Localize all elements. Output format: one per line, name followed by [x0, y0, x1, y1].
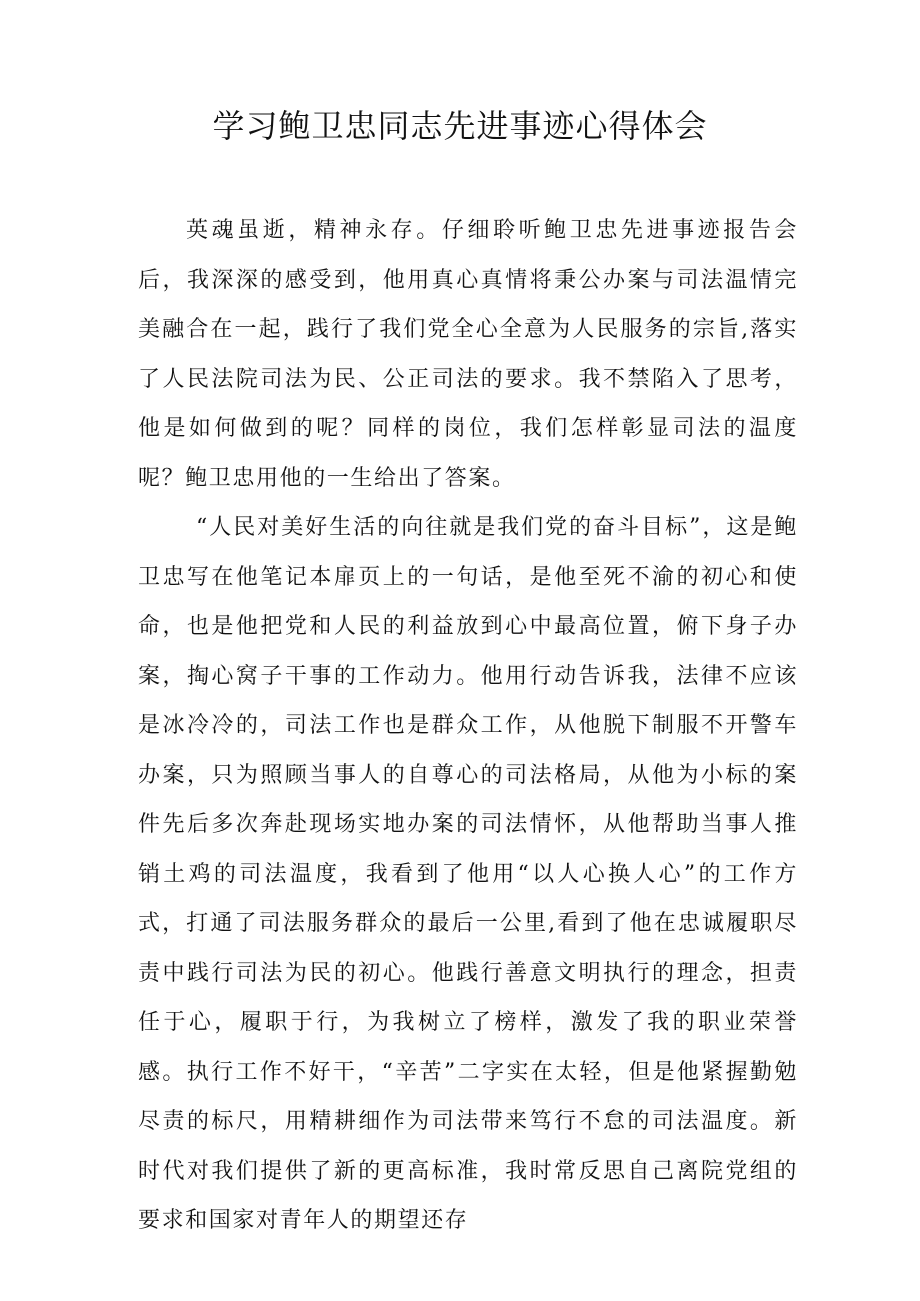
paragraph-2: “人民对美好生活的向往就是我们党的奋斗目标”，这是鲍卫忠写在他笔记本扉页上的一句话，是他至死不渝的初心和使命，也是他把党和人民的利益放到心中最高位置，俯下身子办案，掏心窝子干事的工作动力。他用行动告诉我，法律不应该是冰冷冷的，司法工作也是群众工作，从他脱下制服不开警车办案，只为照顾当事人的自尊心的司法格局，从他为小标的案件先后多次奔赴现场实地办案的司法情怀，从他帮助当事人推销土鸡的司法温度，我看到了他用“以人心换人心”的工作方式，打通了司法服务群众的最后一公里,看到了他在忠诚履职尽责中践行司法为民的初心。他践行善意文明执行的理念，担责任于心，履职于行，为我树立了榜样，激发了我的职业荣誉感。执行工作不好干，“辛苦”二字实在太轻，但是他紧握勤勉尽责的标尺，用精耕细作为司法带来笃行不怠的司法温度。新时代对我们提供了新的更高标准，我时常反思自己离院党组的要求和国家对青年人的期望还存 [138, 515, 798, 1233]
paragraph-1: 英魂虽逝，精神永存。仔细聆听鲍卫忠先进事迹报告会后，我深深的感受到，他用真心真情将秉公办案与司法温情完美融合在一起，践行了我们党全心全意为人民服务的宗旨,落实了人民法院司法为民、公正司法的要求。我不禁陷入了思考，他是如何做到的呢？同样的岗位，我们怎样彰显司法的温度呢？鲍卫忠用他的一生给出了答案。 [138, 218, 798, 491]
document-title: 学习鲍卫忠同志先进事迹心得体会 [212, 107, 708, 145]
document-body [138, 206, 798, 1246]
